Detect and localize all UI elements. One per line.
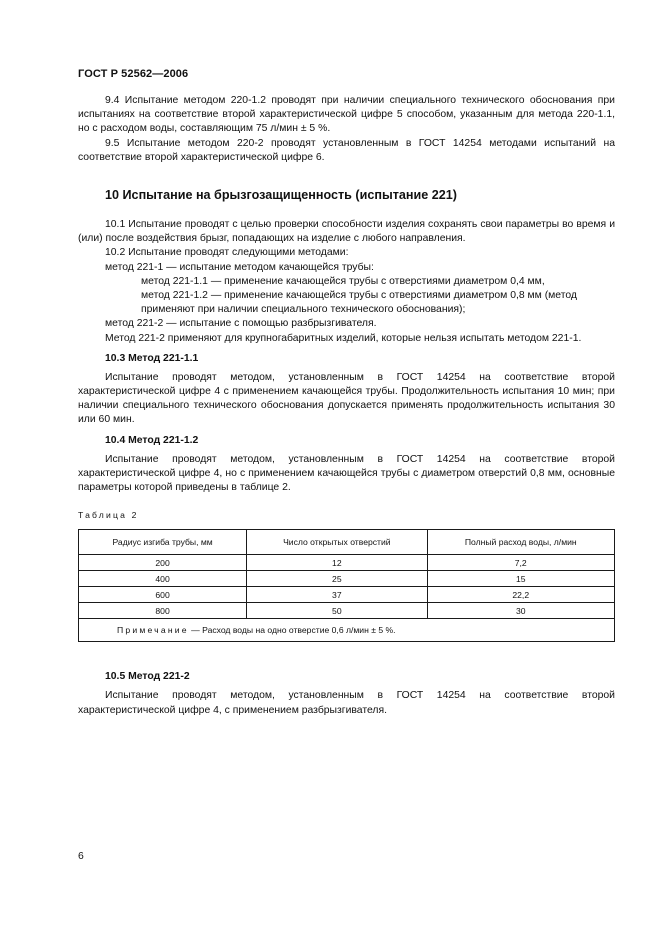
table-row (79, 555, 615, 571)
section-10-4-heading: 10.4 Метод 221-1.2 (105, 434, 199, 446)
paragraph-10-1: 10.1 Испытание проводят с целью проверки способности изделия сохранять свои параметры во время и (или) после воздействия брызг, попадающих на изделие с любого направления. (78, 219, 615, 245)
table-row (79, 603, 615, 619)
section-10-heading: 10 Испытание на брызгозащищенность (испытание 221) (105, 188, 457, 203)
paragraph-9-5: 9.5 Испытание методом 220-2 проводят установленным в ГОСТ 14254 методами испытаний на соответствие второй характеристической цифре 6. (78, 137, 615, 163)
section-10-4-text: Испытание проводят методом, установленным в ГОСТ 14254 на соответствие второй характеристической цифре 4, но с применением качающейся трубы с диаметром отверстий 0,8 мм, основные параметры которой приведены в таблице 2. (78, 453, 615, 494)
section-10-5-text: Испытание проводят методом, установленным в ГОСТ 14254 на соответствие второй характеристической цифре 4, с применением разбрызгивателя. (78, 690, 615, 716)
page-number: 6 (78, 851, 84, 862)
table-header-row (79, 530, 615, 555)
table-note-label: Примечание (117, 625, 189, 636)
table-row (79, 587, 615, 603)
large-items-note: Метод 221-2 применяют для крупногабаритных изделий, которые нельзя испытать методом 221-1. (105, 332, 582, 344)
table-cell: 30 (427, 603, 615, 619)
table-note-text: — Расход воды на одно отверстие 0,6 л/мин ± 5 %. (188, 625, 396, 636)
paragraph-10-2: 10.2 Испытание проводят следующими методами: (105, 247, 349, 259)
table-cell: 800 (79, 603, 247, 619)
paragraph-9-4: 9.4 Испытание методом 220-1.2 проводят при наличии специального технического обоснования при испытаниях на соответствие второй характеристической цифре 5 способом, указанным для метода 220-1.1, но с расходом воды, составляющим 75 л/мин ± 5 %. (78, 95, 615, 135)
table-cell: 400 (79, 571, 247, 587)
table-cell: 37 (247, 587, 427, 603)
table-cell: 600 (79, 587, 247, 603)
section-10-3-heading: 10.3 Метод 221-1.1 (105, 352, 199, 364)
table-row (79, 571, 615, 587)
table-cell: 12 (247, 555, 427, 571)
column-header: Число открытых отверстий (247, 530, 427, 555)
method-221-1-2: метод 221-1.2 — применение качающейся трубы с отверстиями диаметром 0,8 мм (метод применяют при наличии специального технического обоснования); (141, 290, 577, 316)
column-header: Радиус изгиба трубы, мм (79, 530, 247, 555)
method-221-2: метод 221-2 — испытание с помощью разбрызгивателя. (105, 318, 377, 330)
table-2 (78, 529, 615, 642)
table-cell: 200 (79, 555, 247, 571)
section-10-5-heading: 10.5 Метод 221-2 (105, 671, 190, 683)
table-cell: 15 (427, 571, 615, 587)
page-content (78, 94, 615, 718)
column-header: Полный расход воды, л/мин (427, 530, 615, 555)
section-10-3-text: Испытание проводят методом, установленным в ГОСТ 14254 на соответствие второй характеристической цифре 4 с применением качающейся трубы. Продолжительность испытания 10 мин; при наличии специального технического обоснования допускается применять продолжительность испытания 30 или 60 мин. (78, 371, 615, 426)
table-cell: 50 (247, 603, 427, 619)
method-221-1-1: метод 221-1.1 — применение качающейся трубы с отверстиями диаметром 0,4 мм, (141, 275, 545, 287)
table-note (79, 619, 615, 642)
table-cell: 25 (247, 571, 427, 587)
document-header: ГОСТ Р 52562—2006 (78, 68, 189, 80)
table-cell: 22,2 (427, 587, 615, 603)
method-221-1: метод 221-1 — испытание методом качающейся трубы: (105, 261, 374, 273)
table-note-row (79, 619, 615, 642)
table-cell: 7,2 (427, 555, 615, 571)
table-caption: Таблица 2 (78, 510, 139, 521)
